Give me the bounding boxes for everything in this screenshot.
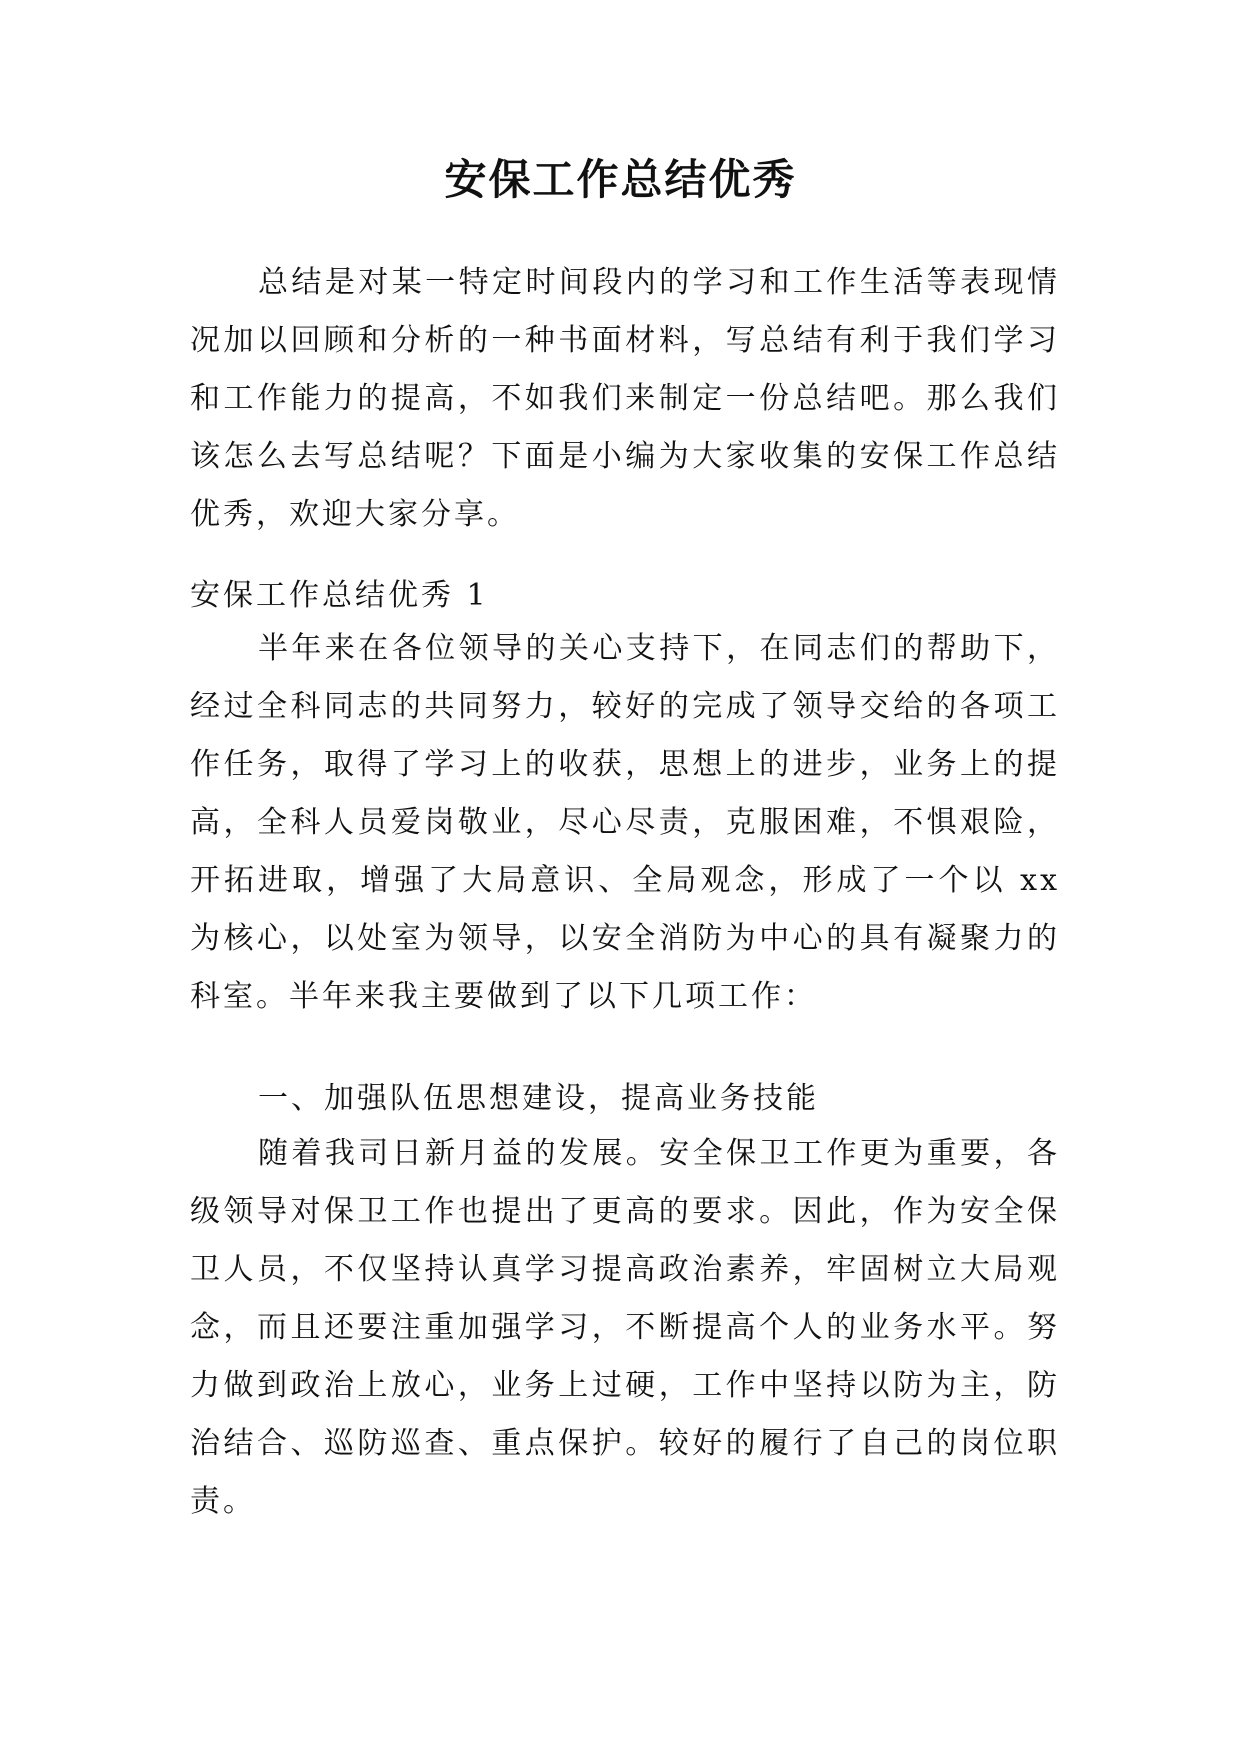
- section-title: 安保工作总结优秀 1: [190, 578, 489, 613]
- subheading-1: 一、加强队伍思想建设，提高业务技能: [258, 1081, 819, 1116]
- body-paragraph-2: 随着我司日新月益的发展。安全保卫工作更为重要，各级领导对保卫工作也提出了更高的要求。因此，作为安全保卫人员，不仅坚持认真学习提高政治素养，牢固树立大局观念，而且还要注重加强学习，不断提高个人的业务水平。努力做到政治上放心，业务上过硬，工作中坚持以防为主，防治结合、巡防巡查、重点保护。较好的履行了自己的岗位职责。: [190, 1136, 1060, 1519]
- intro-paragraph: 总结是对某一特定时间段内的学习和工作生活等表现情况加以回顾和分析的一种书面材料，写总结有利于我们学习和工作能力的提高，不如我们来制定一份总结吧。那么我们该怎么去写总结呢？下面是小编为大家收集的安保工作总结优秀，欢迎大家分享。: [190, 265, 1060, 532]
- body-paragraph-1: 半年来在各位领导的关心支持下，在同志们的帮助下，经过全科同志的共同努力，较好的完成了领导交给的各项工作任务，取得了学习上的收获，思想上的进步，业务上的提高，全科人员爱岗敬业，尽心尽责，克服困难，不惧艰险，开拓进取，增强了大局意识、全局观念，形成了一个以 xx 为核心，以处室为领导，以安全消防为中心的具有凝聚力的科室。半年来我主要做到了以下几项工作：: [190, 631, 1060, 1014]
- document-title: 安保工作总结优秀: [444, 155, 797, 204]
